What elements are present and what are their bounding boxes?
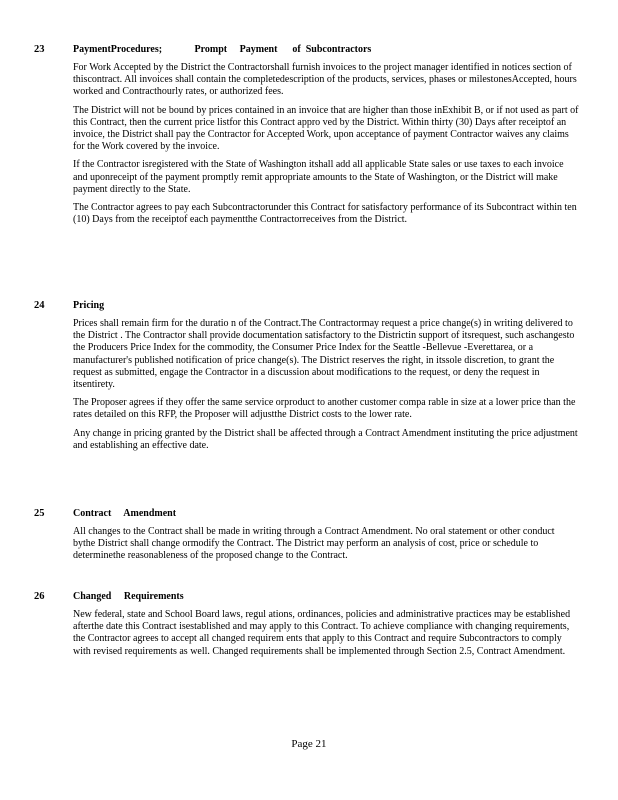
paragraph: The Contractor agrees to pay each Subcontractorunder this Contract for satisfactory performance of its Subcontract within ten (10) Days from the receiptof each paymentthe Contractorreceives from the District.: [73, 202, 577, 226]
section-heading: Pricing: [73, 300, 105, 311]
section-number: 24: [34, 300, 45, 311]
section-body: [73, 62, 579, 232]
paragraph: New federal, state and School Board laws, regul ations, ordinances, policies and administrative practices may be established afterthe date this Contract isestablished and may apply to this Contract. To achieve compliance with changing requirements, the Contractor agrees to accept all changed requirem ents that apply to this Contract and require Subcontractors to comply with revised requirements as well. Changed requirements shall be implemented through Section 2.5, Contract Amendment.: [73, 609, 571, 657]
section-heading: Contract Amendment: [73, 508, 177, 519]
paragraph: All changes to the Contract shall be made in writing through a Contract Amendment. No oral statement or other conduct bythe District shall change ormodify the Contract. The District may perform an analysis of cost, price or schedule to determinethe reasonableness of the proposed change to the Contract.: [73, 526, 555, 562]
paragraph: For Work Accepted by the District the Contractorshall furnish invoices to the project manager identified in notices section of thiscontract. All invoices shall contain the completedescription of the products, services, phases or milestonesAccepted, hours worked and Contracthourly rates, or authorized fees.: [73, 62, 577, 98]
section-number: 26: [34, 591, 45, 602]
paragraph: If the Contractor isregistered with the State of Washington itshall add all applicable State sales or use taxes to each invoice and uponreceipt of the payment promptly remit appropriate amounts to the State of Washington, or the District will make payment directly to the State.: [73, 159, 564, 195]
section-heading: PaymentProcedures; Prompt Payment of Subcontractors: [73, 44, 372, 55]
section-body: [73, 526, 579, 569]
paragraph: The District will not be bound by prices contained in an invoice that are higher than those inExhibit B, or if not used as part of this Contract, then the current price listfor this Contract appro ved by the District. Within thirty (30) Days after receiptof an invoice, the District shall pay the Contractor for Accepted Work, upon acceptance of payment Contractor waives any claims for the Work covered by the invoice.: [73, 104, 579, 153]
section-body: [73, 609, 579, 664]
section-body: [73, 318, 579, 458]
paragraph: Prices shall remain firm for the duratio n of the Contract.The Contractormay request a price change(s) in writing delivered to the District . The Contractor shall provide documentation satisfactory to the Districtin support of itsrequest, such aschangesto the Producers Price Index for the commodity, the Consumer Price Index for the Seattle -Bellevue -Everettarea, or a manufacturer's published notification of price change(s). The District reserves the right, in itssole discretion, to grant the request as submitted, engage the Contractor in a discussion about modifications to the request, or deny the request in itsentirety.: [73, 318, 575, 391]
section-heading: Changed Requirements: [73, 591, 184, 602]
section-number: 23: [34, 44, 45, 55]
paragraph: Any change in pricing granted by the District shall be affected through a Contract Amendment instituting the price adjustment and establishing an effective date.: [73, 427, 578, 451]
paragraph: The Proposer agrees if they offer the same service orproduct to another customer compa rable in size at a lower price than the rates detailed on this RFP, the Proposer will adjustthe District costs to the lower rate.: [73, 397, 576, 421]
page-number: Page 21: [291, 738, 327, 750]
section-number: 25: [34, 508, 45, 519]
